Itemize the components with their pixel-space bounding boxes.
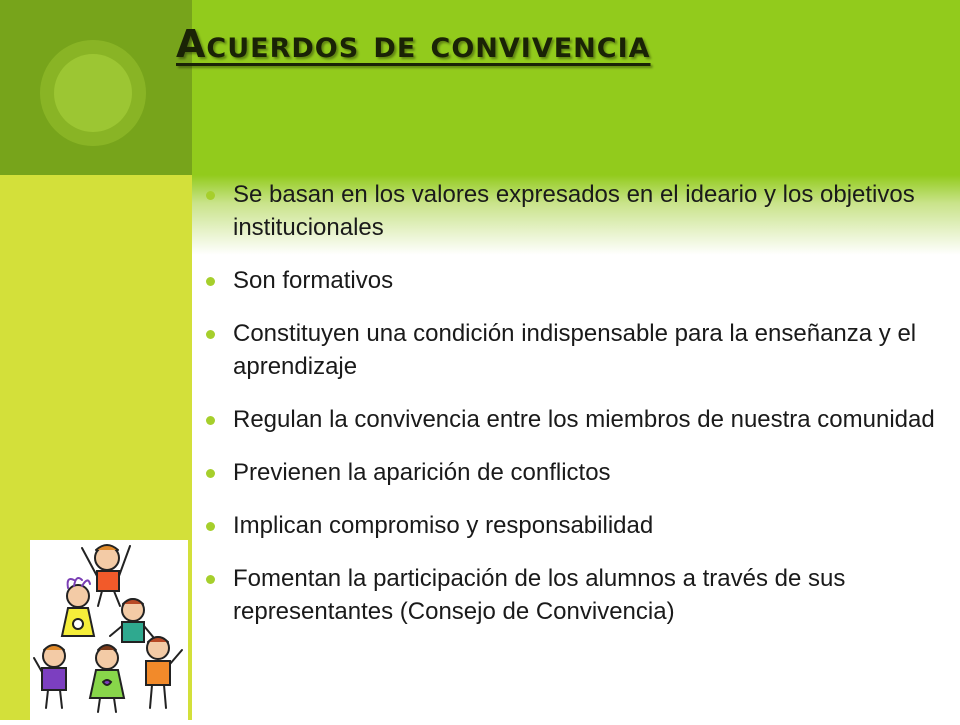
bullet-text: Implican compromiso y responsabilidad	[233, 512, 654, 539]
bullet-item	[206, 509, 946, 542]
bullet-dot-icon	[206, 469, 215, 478]
bullet-dot-icon	[206, 575, 215, 584]
bullet-text: Se basan en los valores expresados en el ideario y los objetivos institucionales	[233, 181, 915, 241]
bullet-item	[206, 317, 946, 383]
bullet-text: Regulan la convivencia entre los miembros de nuestra comunidad	[233, 406, 935, 433]
bullet-dot-icon	[206, 522, 215, 531]
bullet-text: Constituyen una condición indispensable para la enseñanza y el aprendizaje	[233, 320, 917, 380]
bullet-dot-icon	[206, 277, 215, 286]
bullet-item	[206, 264, 946, 297]
bullet-text: Previenen la aparición de conflictos	[233, 459, 611, 486]
slide-title: Acuerdos de convivencia	[176, 22, 651, 66]
bullet-item	[206, 562, 946, 628]
bullet-item	[206, 178, 946, 244]
children-pyramid-icon	[30, 540, 188, 720]
bullet-dot-icon	[206, 416, 215, 425]
bullet-item	[206, 456, 946, 489]
bullet-text: Fomentan la participación de los alumnos a través de sus representantes (Consejo de Convivencia)	[233, 565, 846, 625]
bullet-dot-icon	[206, 330, 215, 339]
bullet-text: Son formativos	[233, 267, 394, 294]
bullet-dot-icon	[206, 191, 215, 200]
decorative-circle-inner	[54, 54, 132, 132]
children-pyramid-illustration	[30, 540, 188, 720]
bullet-list	[206, 178, 946, 648]
bullet-item	[206, 403, 946, 436]
